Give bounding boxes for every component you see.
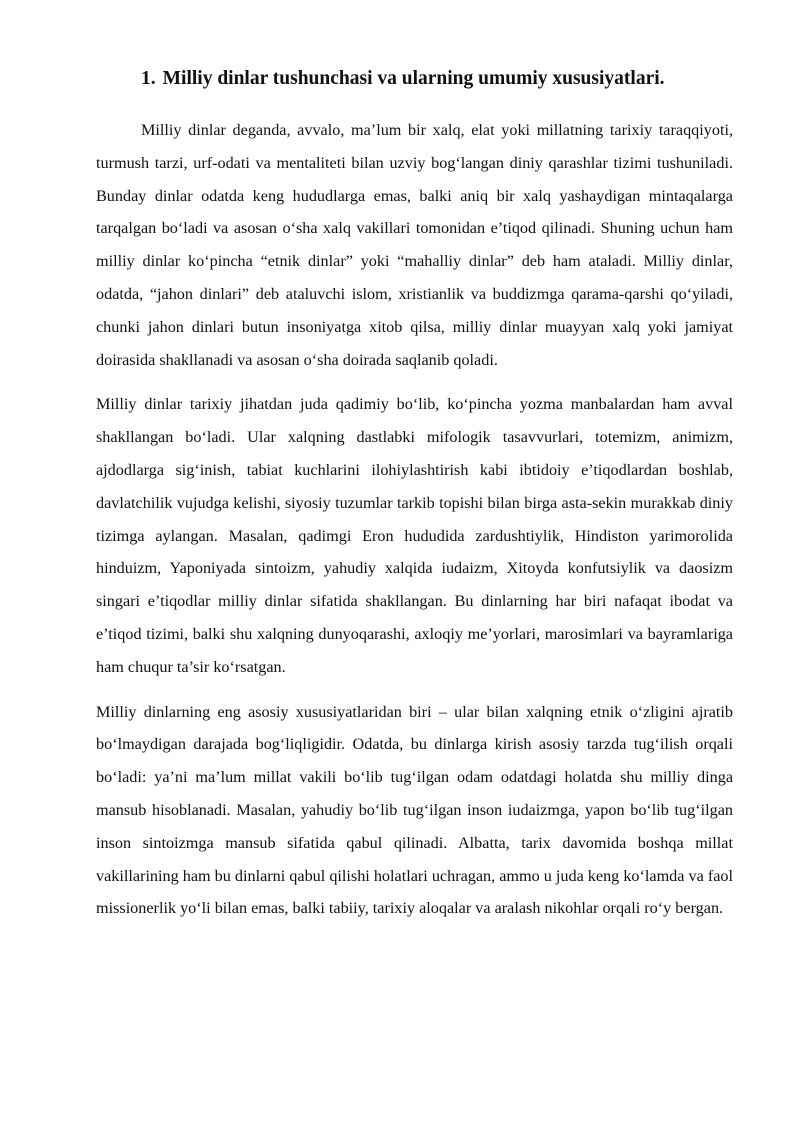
section-heading [96, 62, 733, 96]
paragraph-1: Milliy dinlar deganda, avvalo, ma’lum bir xalq, elat yoki millatning tarixiy taraqqiyoti, turmush tarzi, urf-odati va mentaliteti bilan uzviy bog‘langan diniy qarashlar tizimi tushuniladi. Bunday dinlar odatda keng hududlarga emas, balki aniq bir xalq yashaydigan mintaqalarga tarqalgan bo‘ladi va asosan o‘sha xalq vakillari tomonidan e’tiqod qilinadi. Shuning uchun ham milliy dinlar ko‘pincha “etnik dinlar” yoki “mahalliy dinlar” deb ham ataladi. Milliy dinlar, odatda, “jahon dinlari” deb ataluvchi islom, xristianlik va buddizmga qarama-qarshi qo‘yiladi, chunki jahon dinlari butun insoniyatga xitob qilsa, milliy dinlar muayyan xalq yoki jamiyat doirasida shakllanadi va asosan o‘sha doirada saqlanib qoladi. [96, 121, 733, 369]
document-page [96, 62, 733, 937]
paragraph-2: Milliy dinlar tarixiy jihatdan juda qadimiy bo‘lib, ko‘pincha yozma manbalardan ham avval shakllangan bo‘ladi. Ular xalqning dastlabki mifologik tasavvurlari, totemizm, animizm, ajdodlarga sig‘inish, tabiat kuchlarini ilohiylashtirish kabi ibtidoiy e’tiqodlardan boshlab, davlatchilik vujudga kelishi, siyosiy tuzumlar tarkib topishi bilan birga asta-sekin murakkab diniy tizimga aylangan. Masalan, qadimgi Eron hududida zardushtiylik, Hindiston yarimorolida hinduizm, Yaponiyada sintoizm, yahudiy xalqida iudaizm, Xitoyda konfutsiylik va daosizm singari e’tiqodlar milliy dinlar sifatida shakllangan. Bu dinlarning har biri nafaqat ibodat va e’tiqod tizimi, balki shu xalqning dunyoqarashi, axloqiy me’yorlari, marosimlari va bayramlariga ham chuqur ta’sir ko‘rsatgan. [96, 395, 733, 676]
section-title: Milliy dinlar tushunchasi va ularning umumiy xususiyatlari. [162, 68, 665, 89]
paragraph-3: Milliy dinlarning eng asosiy xususiyatlaridan biri – ular bilan xalqning etnik o‘zligini ajratib bo‘lmaydigan darajada bog‘liqligidir. Odatda, bu dinlarga kirish asosiy tarzda tug‘ilish orqali bo‘ladi: ya’ni ma’lum millat vakili bo‘lib tug‘ilgan odam odatdagi holatda shu milliy dinga mansub hisoblanadi. Masalan, yahudiy bo‘lib tug‘ilgan inson iudaizmga, yapon bo‘lib tug‘ilgan inson sintoizmga mansub sifatida qabul qilinadi. Albatta, tarix davomida boshqa millat vakillarining ham bu dinlarni qabul qilishi holatlari uchragan, ammo u juda keng ko‘lamda va faol missionerlik yo‘li bilan emas, balki tabiiy, tarixiy aloqalar va aralash nikohlar orqali ro‘y bergan. [96, 702, 733, 918]
section-number: 1. [141, 68, 156, 89]
